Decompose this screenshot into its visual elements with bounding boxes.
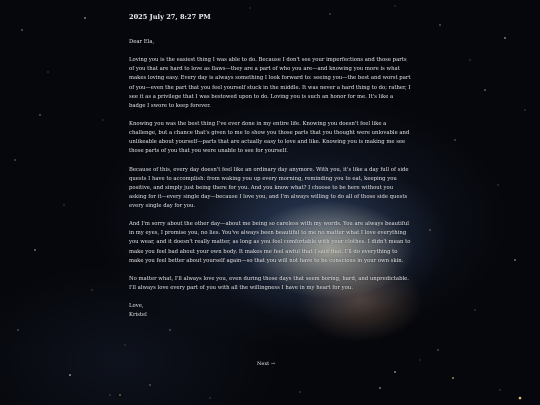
signature: Kristel	[129, 312, 147, 319]
paragraph-3: Because of this, every day doesn't feel like an ordinary day anymore. With you, it's like a day full of side quests I have to accomplish: from waking you up every morning, reminding you to eat, keeping you positive, and simply just being there for you. And you know what? I choose to be here without you asking for it—every single day—because I love you, and I'm always willing to do all of those side quests every single day for you.	[129, 166, 409, 209]
paragraph-2: Knowing you was the best thing I've ever done in my entire life. Knowing you doesn't feel like a challenge, but a chance that's given to me to show you those parts that you thought were unlovable and unlikeable about yourself—parts that are actually easy to love and like. Knowing you is making me see those parts of you that you were unable to see for yourself.	[129, 121, 410, 155]
paragraph-1: Loving you is the easiest thing I was able to do. Because I don't see your imperfections and those parts of you that are hard to love as flaws—they are a part of who you are—and knowing you more is what makes loving easy. Every day is always something I look forward to: seeing you—the best and worst part of you—even the part that you feel yourself stuck in the middle. It was never a hard thing to do; rather, I see it as a privilege that I was bestowed upon to do. Loving you is such an honor for me. It's like a badge I swore to keep forever.	[129, 57, 411, 109]
next-page-link[interactable]: Next →	[257, 361, 275, 367]
paragraph-5: No matter what, I'll always love you, even during those days that seem boring, hard, and unpredictable. I'll always love every part of you with all the willingness I have in my heart for you.	[129, 275, 409, 291]
letter-post	[129, 10, 411, 320]
salutation: Dear Ela,	[129, 39, 155, 45]
signoff	[129, 302, 411, 320]
post-date: 2025 July 27, 8:27 PM	[129, 13, 211, 21]
paragraph-4: And I'm sorry about the other day—about me being so careless with my words. You are always beautiful in my eyes, I promise you, no lies. You've always been beautiful to me no matter what I love everything you wear, and it doesn't really matter, as long as you feel comfortable with your clothes. I didn't mean to make you feel bad about your own body. It makes me feel awful that I said that. I'll do everything to make you feel better about yourself again—so that you will not have to be conscious in your own skin.	[129, 221, 411, 264]
closing: Love,	[129, 303, 144, 310]
